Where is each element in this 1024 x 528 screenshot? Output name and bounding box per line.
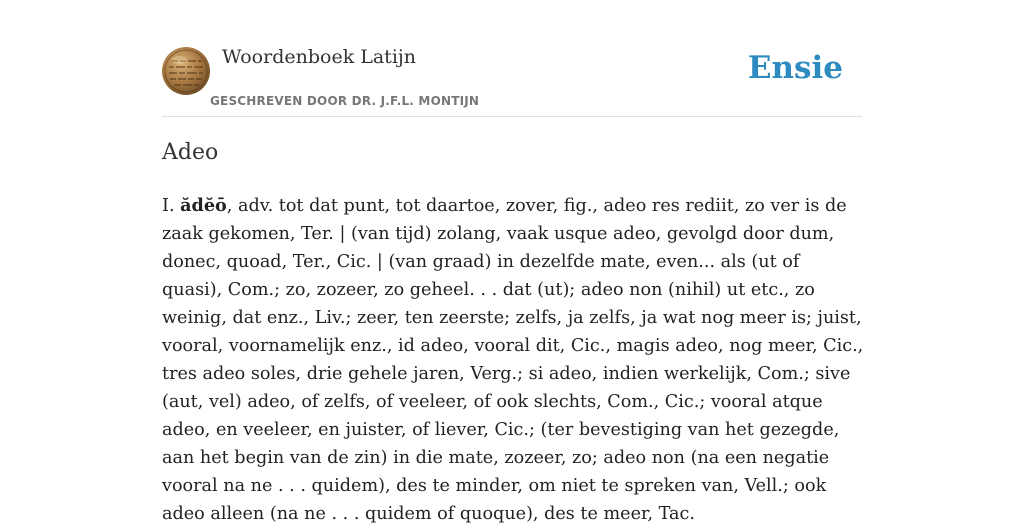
sense-number: I. [162,196,175,216]
entry-title: Adeo [162,140,219,165]
entry-definition [162,192,864,528]
dictionary-header [162,0,862,117]
headword: ădĕō [180,195,227,216]
definition-text: , adv. tot dat punt, tot daartoe, zover, fig., adeo res rediit, zo ver is de zaak gekomen, Ter. | (van tijd) zolang, vaak usque adeo, gevolgd door dum, donec, quoad, Ter., Cic. | (van graad) in dezelfde mate, even... als (ut of quasi), Com.; zo, zozeer, zo geheel. . . dat (ut); adeo non (nihil) ut etc., zo weinig, dat enz., Liv.; zeer, ten zeerste; zelfs, ja zelfs, ja wat nog meer is; juist, vooral, voornamelijk enz., id adeo, vooral dit, Cic., magis adeo, nog meer, Cic., tres adeo soles, drie gehele jaren, Verg.; si adeo, indien werkelijk, Com.; sive (aut, vel) adeo, of zelfs, of veeleer, of ook slechts, Com., Cic.; vooral atque adeo, en veeleer, en juister, of liever, Cic.; (ter bevestiging van het gezegde, aan het begin van de zin) in die mate, zozeer, zo; adeo non (na een negatie vooral na ne . . . quidem), des te minder, om niet te spreken van, Vell.; ook adeo alleen (na ne . . . quidem of quoque), des te meer, Tac. [162,196,864,524]
author-line: GESCHREVEN DOOR DR. J.F.L. MONTIJN [210,94,480,108]
dictionary-title[interactable]: Woordenboek Latijn [222,46,417,68]
ensie-logo-link[interactable]: Ensie [747,50,843,86]
roman-coin-icon[interactable] [162,47,210,95]
page [162,0,864,524]
